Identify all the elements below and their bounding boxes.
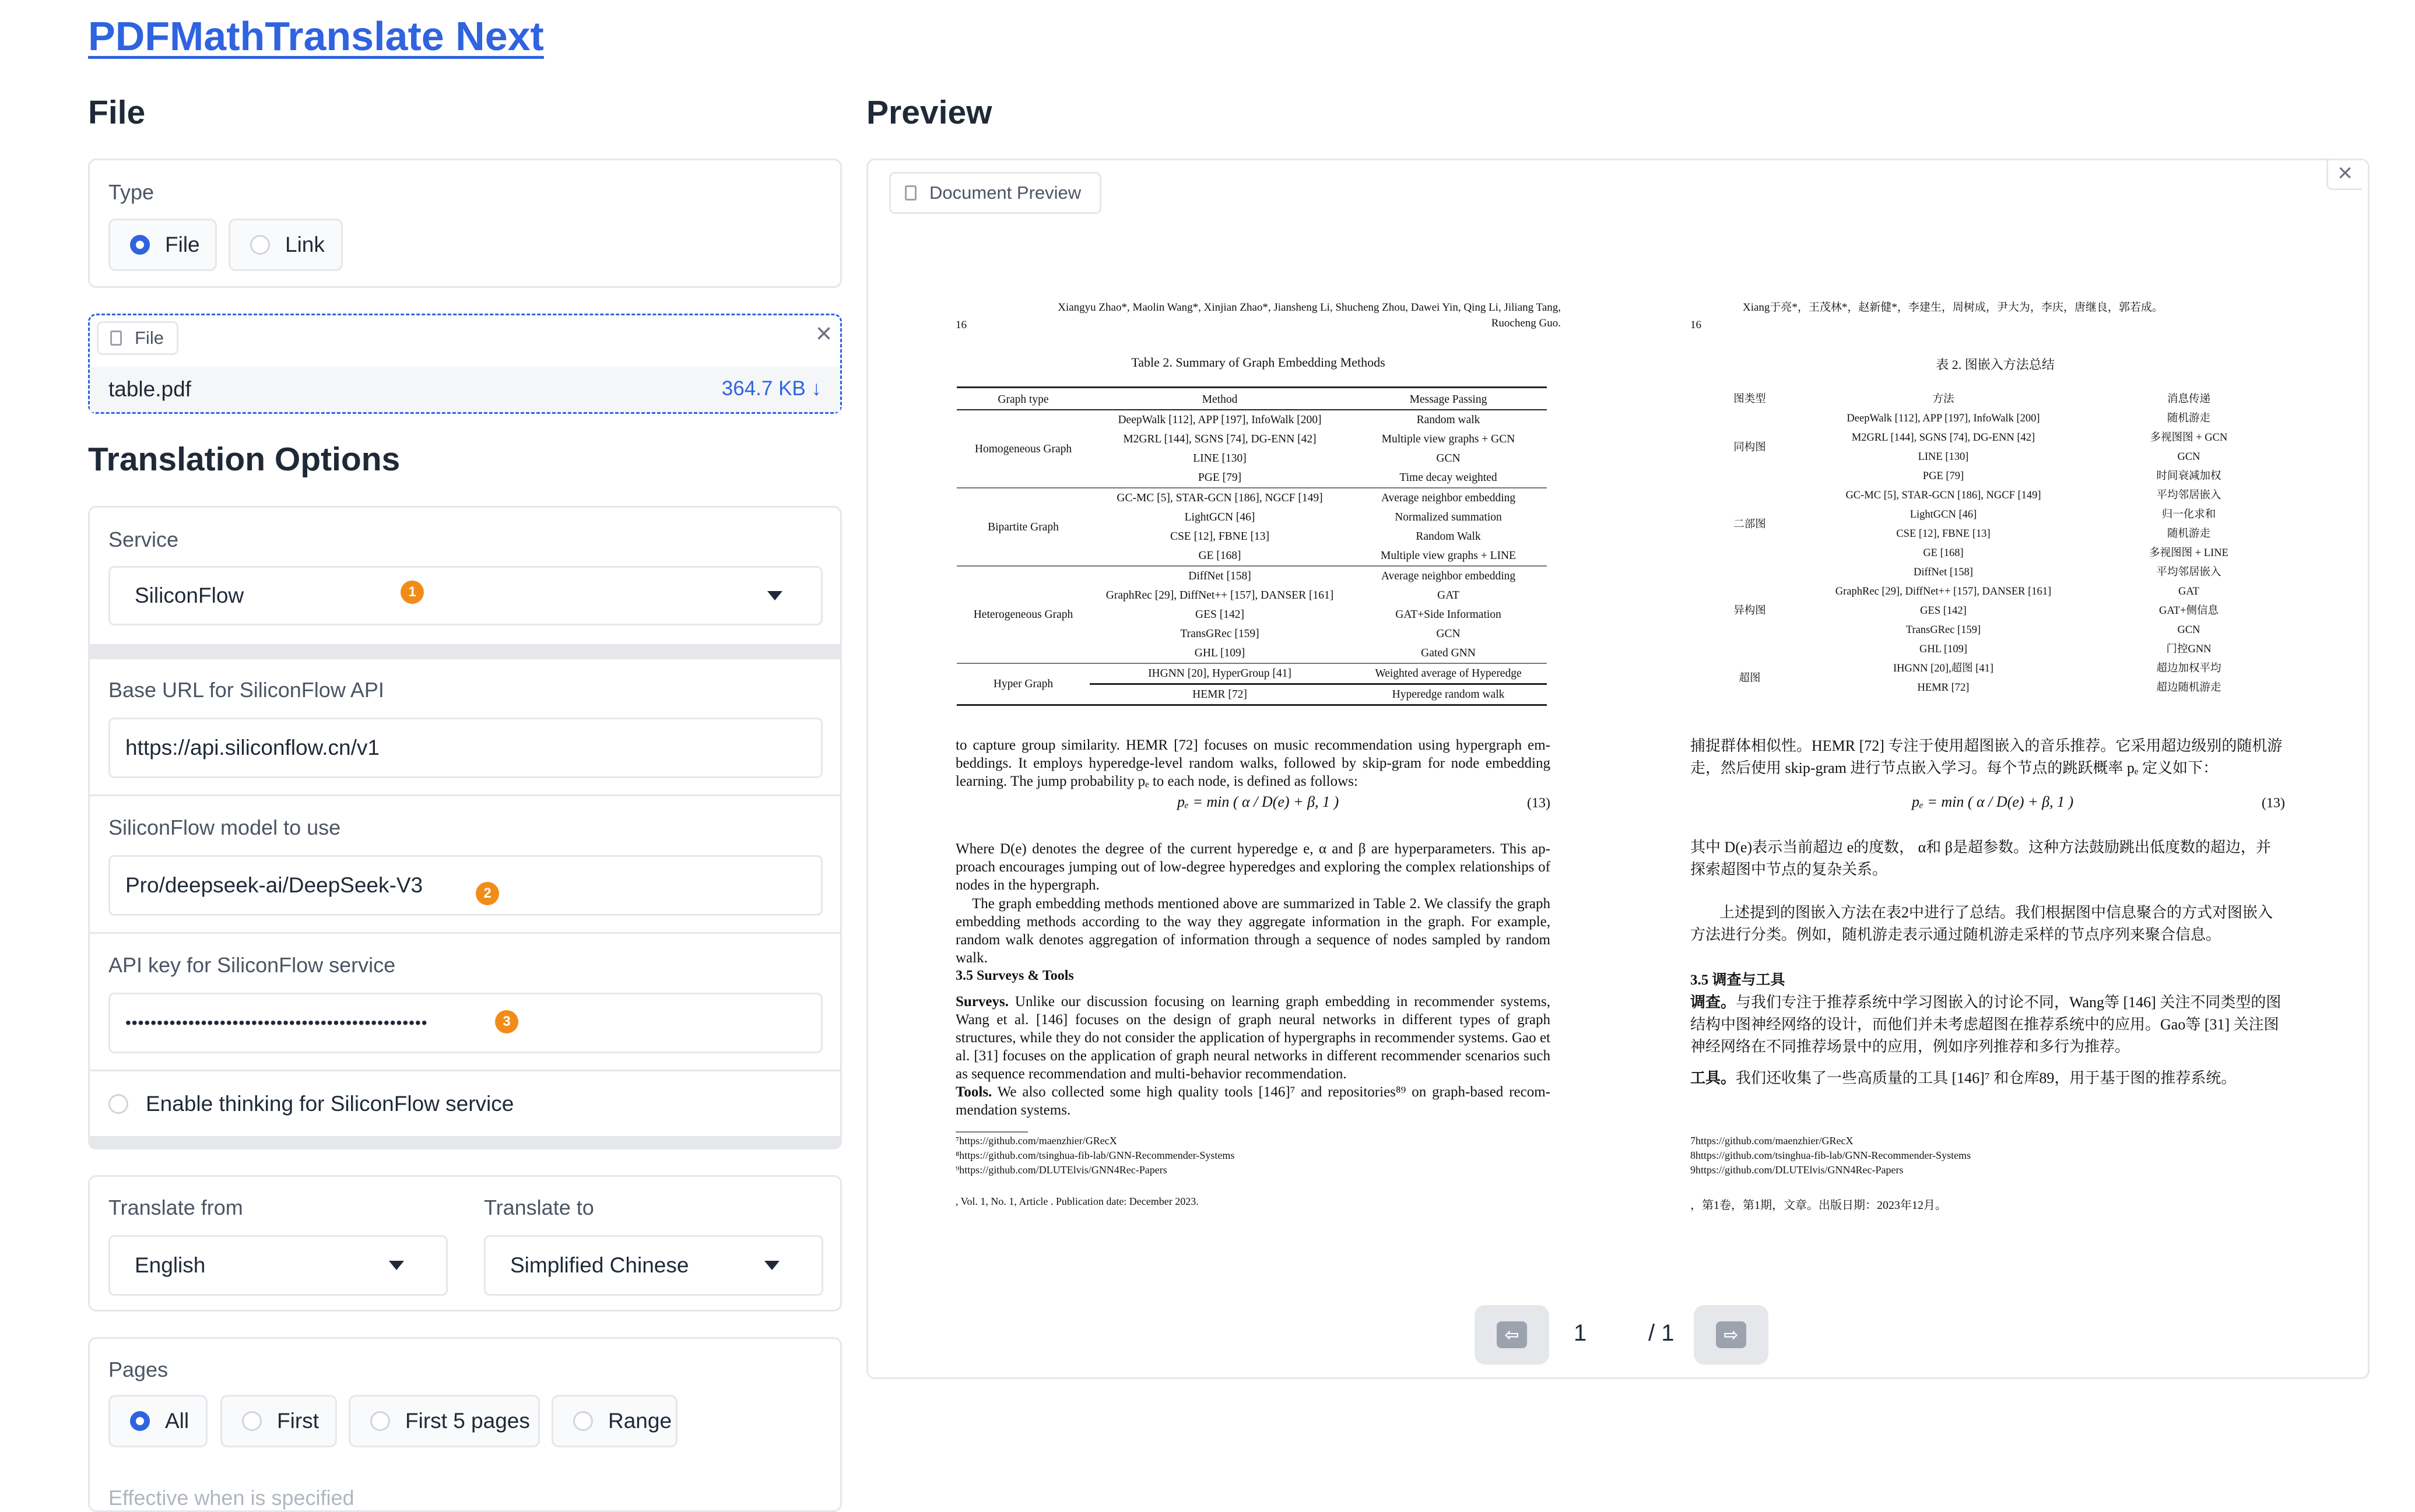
method-cell: GraphRec [29], DiffNet++ [157], DANSER [161] [1105, 589, 1334, 602]
type-panel [88, 159, 842, 288]
service-panel [88, 506, 842, 1149]
method-cell: DiffNet [158] [1914, 567, 1973, 578]
table-row [957, 488, 1547, 508]
method-cell: LINE [130] [1193, 452, 1247, 465]
type-option-file[interactable] [108, 219, 217, 271]
page-number-input[interactable]: 1 [1574, 1320, 1587, 1346]
message-cell: GCN [2177, 451, 2200, 463]
graph-type-cell: Hyper Graph [993, 678, 1054, 690]
method-cell: LightGCN [46] [1909, 509, 1977, 521]
pages-option-all[interactable] [108, 1395, 208, 1447]
translate-from-label: Translate from [108, 1195, 243, 1219]
message-cell: 超边加权平均 [2156, 663, 2221, 674]
prev-page-button[interactable] [1475, 1305, 1549, 1365]
method-cell: GHL [109] [1919, 644, 1968, 655]
pages-hint: Effective when is specified [108, 1486, 354, 1510]
surveys-paragraph [956, 993, 1550, 1083]
file-upload-label: File [135, 328, 164, 348]
table-header-row [957, 390, 1547, 410]
translation-options-heading: Translation Options [88, 441, 401, 478]
radio-unselected-icon [573, 1411, 593, 1431]
api-key-label: API key for SiliconFlow service [108, 953, 396, 977]
footnote: 7https://github.com/maenzhier/GRecX [1690, 1135, 1854, 1147]
type-option-link[interactable] [229, 219, 343, 271]
file-icon [110, 330, 122, 346]
authors-cont: Ruocheng Guo. [1491, 317, 1561, 329]
divider [90, 1070, 842, 1071]
language-panel [88, 1175, 842, 1311]
method-cell: GES [142] [1920, 605, 1967, 617]
close-icon[interactable]: × [815, 318, 832, 349]
paragraph: Where D(e) denotes the degree of the current hyperedge e, α and β are hyperparameters. This ap- proach encourages jumping out of low-degree hyperedges and exploring the complex relationships of nodes in the hypergraph. [956, 841, 1550, 893]
method-cell: TransGRec [159] [1180, 628, 1259, 640]
graph-type-cell: 同构图 [1733, 441, 1766, 453]
graph-type-cell: Bipartite Graph [988, 521, 1059, 533]
file-upload-panel[interactable] [88, 314, 842, 414]
type-option-file-label: File [165, 233, 200, 256]
surveys-lead: 调查。 [1690, 994, 1736, 1011]
table-header-row [1690, 390, 2300, 409]
method-cell: LINE [130] [1918, 451, 1969, 463]
pages-option-first5-label: First 5 pages [405, 1409, 530, 1433]
model-input[interactable]: Pro/deepseek-ai/DeepSeek-V3 [108, 855, 823, 916]
footnote: 9https://github.com/DLUTElvis/GNN4Rec-Papers [1690, 1164, 1904, 1176]
authors: Xiang于亮*，王茂林*，赵新健*，李建生，周树成，尹大为，李庆，唐继良，郭若成。 [1743, 301, 2163, 314]
pages-label: Pages [108, 1358, 169, 1381]
checkbox-icon [108, 1094, 128, 1114]
translate-to-select[interactable] [484, 1235, 823, 1296]
footnote: 8https://github.com/tsinghua-fib-lab/GNN-Recommender-Systems [1690, 1149, 1971, 1161]
next-page-icon: ⇨ [1716, 1321, 1746, 1348]
method-cell: GC-MC [5], STAR-GCN [186], NGCF [149] [1845, 490, 2041, 501]
paragraph: 上述提到的图嵌入方法在表2中进行了总结。我们根据图中信息聚合的方式对图嵌入方法进行分类。例如，随机游走表示通过随机游走采样的节点序列来聚合信息。 [1690, 904, 2273, 943]
table-caption: 表 2. 图嵌入方法总结 [1936, 357, 2055, 372]
message-cell: GCN [1436, 628, 1461, 640]
graph-type-cell: Homogeneous Graph [974, 442, 1072, 455]
document-preview-tab[interactable] [889, 172, 1101, 214]
close-icon[interactable]: × [2326, 158, 2362, 190]
radio-unselected-icon [242, 1411, 262, 1431]
service-label: Service [108, 528, 179, 551]
tools-lead: Tools. [956, 1084, 992, 1100]
service-value: SiliconFlow [135, 583, 244, 607]
file-row [90, 367, 840, 412]
method-cell: DiffNet [158] [1188, 570, 1251, 582]
table-row [957, 410, 1547, 430]
tools-paragraph [956, 1083, 1550, 1119]
table-header: Message Passing [1409, 393, 1487, 406]
message-cell: 随机游走 [2167, 528, 2210, 540]
table-header: 图类型 [1733, 393, 1766, 405]
file-heading: File [88, 94, 146, 131]
separator [90, 644, 842, 659]
message-cell: 多视图图 + LINE [2149, 547, 2228, 559]
translate-from-select[interactable] [108, 1235, 448, 1296]
message-cell: GCN [1436, 452, 1461, 465]
method-cell: GE [168] [1923, 547, 1964, 559]
method-cell: GraphRec [29], DiffNet++ [157], DANSER [161] [1835, 586, 2052, 597]
authors: Xiangyu Zhao*, Maolin Wang*, Xinjian Zhao*, Jiansheng Li, Shucheng Zhou, Dawei Yin, Qing Li, Jiliang Tang, [1058, 301, 1561, 314]
message-cell: GAT+Side Information [1395, 609, 1501, 621]
method-cell: HEMR [72] [1192, 688, 1247, 701]
model-label: SiliconFlow model to use [108, 815, 341, 839]
page-total: / 1 [1648, 1320, 1675, 1346]
page-footer: ，第1卷，第1期，文章。出版日期：2023年12月。 [1690, 1199, 1947, 1212]
method-cell: PGE [79] [1922, 470, 1964, 482]
method-cell: HEMR [72] [1917, 682, 1970, 694]
type-option-link-label: Link [285, 233, 325, 256]
method-cell: PGE [79] [1198, 472, 1242, 484]
surveys-lead: Surveys. [956, 994, 1009, 1010]
message-cell: Normalized summation [1395, 511, 1502, 523]
divider [90, 794, 842, 796]
preview-heading: Preview [866, 94, 992, 131]
document-preview-label: Document Preview [929, 182, 1082, 203]
method-cell: M2GRL [144], SGNS [74], DG-ENN [42] [1851, 432, 2035, 444]
tools-lead: 工具。 [1690, 1070, 1736, 1086]
method-cell: DeepWalk [112], APP [197], InfoWalk [200] [1118, 414, 1322, 426]
message-cell: 超边随机游走 [2156, 682, 2221, 694]
surveys-paragraph [1690, 991, 2285, 1058]
divider [90, 932, 842, 934]
method-cell: CSE [12], FBNE [13] [1896, 528, 1991, 540]
message-cell: GAT [1437, 589, 1459, 602]
separator [90, 1136, 842, 1149]
pages-option-all-label: All [165, 1409, 189, 1433]
file-upload-tab [97, 321, 178, 355]
message-cell: 平均邻居嵌入 [2156, 490, 2221, 501]
graph-type-cell: 超图 [1739, 672, 1761, 684]
tools-paragraph [1690, 1067, 2285, 1089]
message-cell: 时间衰减加权 [2156, 470, 2221, 482]
footnote: ⁷https://github.com/maenzhier/GRecX [956, 1135, 1117, 1147]
footnote: ⁸https://github.com/tsinghua-fib-lab/GNN-Recommender-Systems [956, 1149, 1235, 1161]
method-cell: IHGNN [20], HyperGroup [41] [1148, 667, 1291, 680]
pages-option-range-label: Range [608, 1409, 672, 1433]
method-cell: GES [142] [1195, 609, 1244, 621]
base-url-label: Base URL for SiliconFlow API [108, 678, 384, 702]
radio-unselected-icon [370, 1411, 390, 1431]
tools-text: 我们还收集了一些高质量的工具 [146]⁷ 和仓库89，用于基于图的推荐系统。 [1736, 1070, 2237, 1086]
badge-1: 1 [401, 581, 424, 604]
paragraph: The graph embedding methods mentioned above are summarized in Table 2. We classify the graph embedding methods according to the way they aggregate information in the graph. For example, random walk denotes aggregation of information through a sequence of nodes sampled by random walk. [956, 896, 1550, 966]
table-header: Method [1202, 393, 1238, 406]
chevron-down-icon [767, 591, 782, 600]
surveys-text: 与我们专注于推荐系统中学习图嵌入的讨论不同，Wang等 [146] 关注不同类型的图结构中图神经网络的设计，而他们并未考虑超图在推荐系统中的应用。Gao等 [31] 关注图神经网络在不同推荐场景中的应用，例如序列推荐和多行为推荐。 [1690, 994, 2281, 1055]
preview-panel [866, 159, 2370, 1379]
table-row [1690, 659, 2300, 678]
message-cell: 门控GNN [2166, 644, 2212, 655]
table-row [1690, 486, 2300, 505]
message-cell: 归一化求和 [2161, 509, 2216, 521]
api-key-input[interactable]: •••••••••••••••••••••••••••••••••••••••••••••••• [108, 993, 823, 1053]
service-select[interactable] [108, 566, 823, 625]
equation: pₑ = min ( α / D(e) + β, 1 ) [1912, 793, 2074, 810]
table-rule-top [957, 386, 1547, 388]
translate-to-value: Simplified Chinese [510, 1253, 689, 1277]
section-heading: 3.5 调查与工具 [1690, 972, 1785, 988]
message-cell: Random walk [1416, 414, 1480, 426]
paragraph: 其中 D(e)表示当前超边 e的度数， α和 β是超参数。这种方法鼓励跳出低度数的超边，并探索超图中节点的复杂关系。 [1690, 839, 2272, 878]
graph-type-cell: 异构图 [1733, 605, 1766, 617]
graph-type-cell: 二部图 [1733, 518, 1766, 530]
page-number: 16 [1690, 319, 1701, 331]
message-cell: 随机游走 [2167, 413, 2210, 424]
message-cell: Hyperedge random walk [1392, 688, 1505, 701]
message-cell: Average neighbor embedding [1381, 492, 1516, 504]
message-cell: Random Walk [1416, 530, 1481, 543]
method-cell: LightGCN [46] [1184, 511, 1255, 523]
message-cell: 多视图图 + GCN [2150, 432, 2228, 444]
table-row [1690, 409, 2300, 428]
summary-table [957, 390, 1547, 706]
table-caption: Table 2. Summary of Graph Embedding Methods [1131, 355, 1385, 370]
method-cell: CSE [12], FBNE [13] [1170, 530, 1270, 543]
table-header: 消息传递 [2167, 393, 2210, 405]
message-cell: GCN [2177, 624, 2200, 636]
badge-3: 3 [495, 1010, 518, 1033]
file-size-download[interactable]: 364.7 KB ↓ [721, 377, 822, 400]
message-cell: Multiple view graphs + GCN [1381, 433, 1515, 445]
paragraph: 捕捉群体相似性。HEMR [72] 专注于使用超图嵌入的音乐推荐。它采用超边级别的随机游走，然后使用 skip-gram 进行节点嵌入学习。每个节点的跳跃概率 pₑ 定义如下： [1690, 737, 2283, 776]
table-row [957, 663, 1547, 684]
pages-option-range[interactable] [552, 1395, 678, 1447]
method-cell: GE [168] [1198, 550, 1241, 562]
equation-number: (13) [2262, 796, 2285, 811]
paragraph: to capture group similarity. HEMR [72] focuses on music recommendation using hypergraph em- beddings. It employs hyperedge-level random walks, followed by skip-gram for node embedding learning. The jump probability pₑ to each node, is defined as follows: [956, 737, 1550, 789]
translate-from-value: English [135, 1253, 206, 1277]
method-cell: M2GRL [144], SGNS [74], DG-ENN [42] [1123, 433, 1317, 445]
message-cell: Weighted average of Hyperedge [1375, 667, 1522, 680]
radio-selected-icon [130, 1411, 150, 1431]
message-cell: GAT+侧信息 [2159, 605, 2219, 617]
message-cell: Multiple view graphs + LINE [1381, 550, 1516, 562]
table-row [1690, 563, 2300, 582]
translate-to-label: Translate to [484, 1195, 594, 1219]
file-name[interactable]: table.pdf [108, 377, 191, 401]
table-header: Graph type [998, 393, 1049, 406]
page-footer: , Vol. 1, No. 1, Article . Publication date: December 2023. [956, 1195, 1199, 1207]
message-cell: Gated GNN [1421, 647, 1476, 659]
radio-unselected-icon [250, 235, 270, 255]
table-row [957, 566, 1547, 586]
equation: pₑ = min ( α / D(e) + β, 1 ) [1177, 793, 1339, 810]
chevron-down-icon [389, 1261, 404, 1270]
badge-2: 2 [476, 882, 499, 905]
footnote: ⁹https://github.com/DLUTElvis/GNN4Rec-Papers [956, 1164, 1167, 1176]
pages-option-first[interactable] [220, 1395, 337, 1447]
type-label: Type [108, 180, 155, 204]
surveys-text: Unlike our discussion focusing on learning graph embedding in recommender systems, Wang et al. [146] focuses on the design of graph neural networks in different types of graph structures, while they do not consider the application of hypergraphs in recommender systems. Gao et al. [31] focuses on the application of graph neural networks in different recommender scenarios such as sequence recommendation and multi-behavior recommendation. [956, 994, 1550, 1082]
method-cell: TransGRec [159] [1905, 624, 1981, 636]
base-url-input[interactable]: https://api.siliconflow.cn/v1 [108, 718, 823, 778]
next-page-button[interactable] [1694, 1305, 1768, 1365]
pages-option-first-label: First [277, 1409, 319, 1433]
thinking-label: Enable thinking for SiliconFlow service [146, 1092, 514, 1116]
graph-type-cell: Heterogeneous Graph [973, 609, 1073, 621]
method-cell: GHL [109] [1194, 647, 1245, 659]
pdf-page-original [956, 299, 1561, 1302]
table-header: 方法 [1932, 393, 1954, 405]
page-number: 16 [956, 319, 967, 331]
footnote-rule [956, 1131, 1028, 1133]
equation-number: (13) [1527, 796, 1550, 811]
method-cell: GC-MC [5], STAR-GCN [186], NGCF [149] [1117, 492, 1323, 504]
app-title[interactable]: PDFMathTranslate Next [88, 13, 544, 59]
message-cell: 平均邻居嵌入 [2156, 567, 2221, 578]
file-icon [905, 185, 917, 201]
radio-selected-icon [130, 235, 150, 255]
method-cell: IHGNN [20],超图 [41] [1893, 663, 1994, 674]
pages-option-first5[interactable] [349, 1395, 540, 1447]
tools-text: We also collected some high quality tools [146]⁷ and repositories⁸⁹ on graph-based recom- mendation systems. [956, 1084, 1550, 1118]
message-cell: Time decay weighted [1399, 472, 1497, 484]
message-cell: GAT [2178, 586, 2199, 597]
thinking-toggle[interactable] [108, 1092, 514, 1116]
pdf-page-translated [1690, 299, 2300, 1302]
message-cell: Average neighbor embedding [1381, 570, 1516, 582]
pages-panel [88, 1337, 842, 1512]
prev-page-icon: ⇦ [1497, 1321, 1527, 1348]
summary-table [1690, 390, 2300, 698]
chevron-down-icon [764, 1261, 780, 1270]
section-heading: 3.5 Surveys & Tools [956, 968, 1074, 983]
method-cell: DeepWalk [112], APP [197], InfoWalk [200] [1847, 413, 2040, 424]
